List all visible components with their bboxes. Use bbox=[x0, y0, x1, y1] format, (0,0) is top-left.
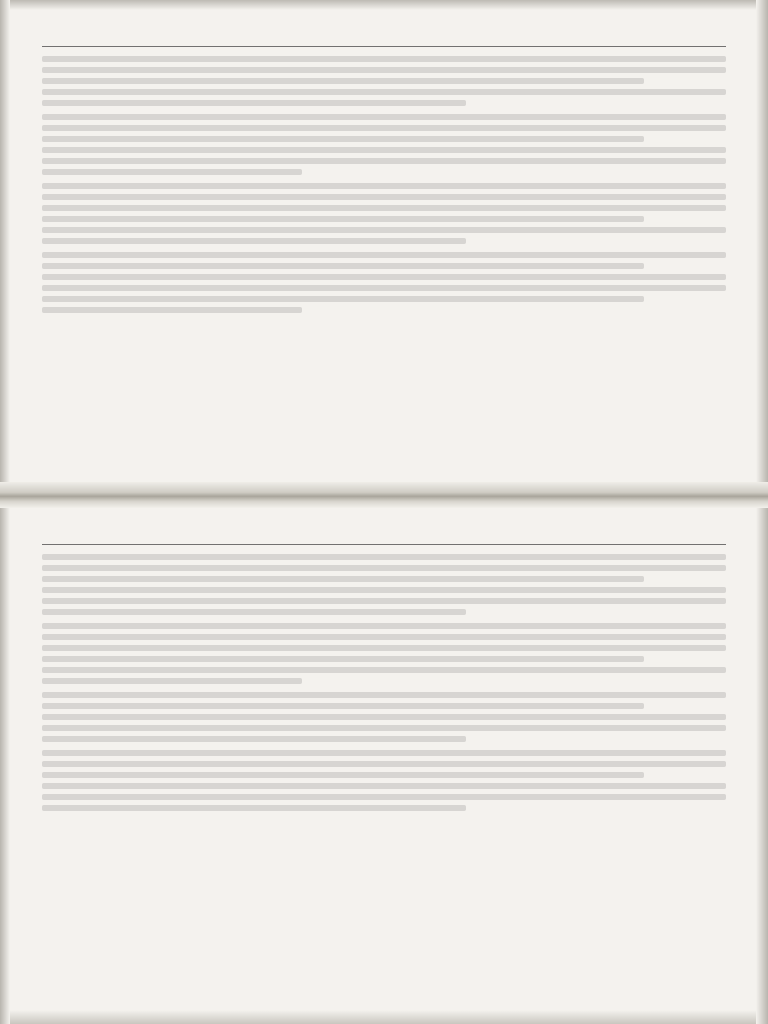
page-edge-left bbox=[0, 0, 10, 1024]
text-line bbox=[42, 205, 726, 211]
right-page-paragraph bbox=[42, 183, 726, 244]
left-page-paragraph bbox=[42, 554, 726, 615]
text-line bbox=[42, 183, 726, 189]
text-line bbox=[42, 678, 302, 684]
text-line bbox=[42, 56, 726, 62]
text-line bbox=[42, 703, 644, 709]
text-line bbox=[42, 609, 466, 615]
text-line bbox=[42, 136, 644, 142]
text-line bbox=[42, 307, 302, 313]
book-gutter bbox=[0, 482, 768, 508]
right-page-header bbox=[42, 26, 726, 44]
text-line bbox=[42, 554, 726, 560]
text-line bbox=[42, 158, 726, 164]
left-page-paragraph bbox=[42, 692, 726, 742]
text-line bbox=[42, 565, 726, 571]
text-line bbox=[42, 296, 644, 302]
text-line bbox=[42, 634, 726, 640]
left-page-paragraph bbox=[42, 750, 726, 811]
text-line bbox=[42, 78, 644, 84]
text-line bbox=[42, 656, 644, 662]
text-line bbox=[42, 252, 726, 258]
text-line bbox=[42, 169, 302, 175]
text-line bbox=[42, 725, 726, 731]
text-line bbox=[42, 805, 466, 811]
right-page-header-rule bbox=[42, 46, 726, 47]
text-line bbox=[42, 667, 726, 673]
text-line bbox=[42, 761, 726, 767]
text-line bbox=[42, 714, 726, 720]
text-line bbox=[42, 194, 726, 200]
text-line bbox=[42, 783, 726, 789]
left-page-paragraph bbox=[42, 623, 726, 684]
right-page-paragraph bbox=[42, 114, 726, 175]
page-edge-bottom bbox=[0, 1010, 768, 1024]
page-edge-right bbox=[756, 0, 768, 1024]
text-line bbox=[42, 263, 644, 269]
text-line bbox=[42, 692, 726, 698]
text-line bbox=[42, 227, 726, 233]
text-line bbox=[42, 274, 726, 280]
text-line bbox=[42, 645, 726, 651]
text-line bbox=[42, 285, 726, 291]
left-page-header bbox=[42, 524, 726, 542]
text-line bbox=[42, 736, 466, 742]
text-line bbox=[42, 114, 726, 120]
text-line bbox=[42, 100, 466, 106]
left-page-header-rule bbox=[42, 544, 726, 545]
right-page bbox=[18, 16, 750, 478]
text-line bbox=[42, 794, 726, 800]
text-line bbox=[42, 772, 644, 778]
text-line bbox=[42, 147, 726, 153]
page-edge-top bbox=[0, 0, 768, 10]
right-page-paragraph bbox=[42, 252, 726, 313]
text-line bbox=[42, 216, 644, 222]
text-line bbox=[42, 598, 726, 604]
right-page-body bbox=[42, 56, 726, 448]
right-page-paragraph bbox=[42, 56, 726, 106]
text-line bbox=[42, 750, 726, 756]
text-line bbox=[42, 125, 726, 131]
text-line bbox=[42, 67, 726, 73]
text-line bbox=[42, 623, 726, 629]
left-page bbox=[18, 514, 750, 1004]
text-line bbox=[42, 576, 644, 582]
text-line bbox=[42, 238, 466, 244]
text-line bbox=[42, 587, 726, 593]
text-line bbox=[42, 89, 726, 95]
left-page-body bbox=[42, 554, 726, 974]
